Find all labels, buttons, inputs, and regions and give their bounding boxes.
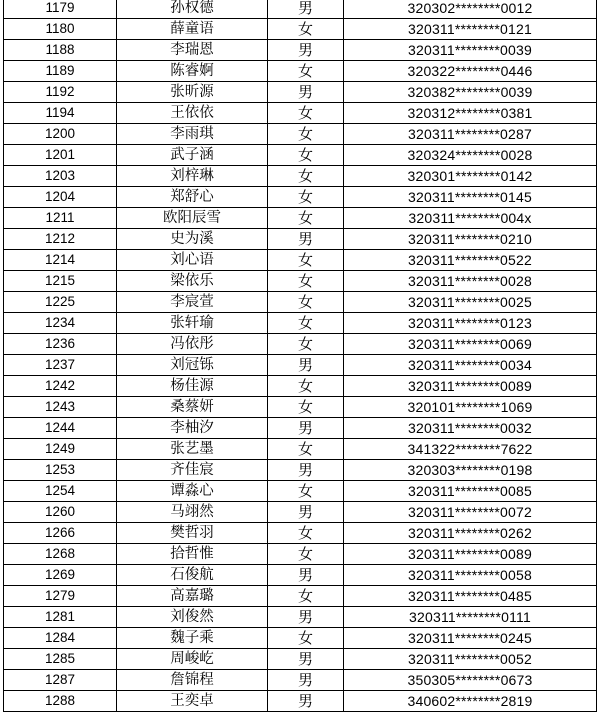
gender-cell: 女 bbox=[268, 145, 344, 166]
id-card-number-cell: 320311********0058 bbox=[344, 565, 597, 586]
student-name-cell: 李宸萱 bbox=[117, 292, 268, 313]
table-row bbox=[4, 187, 597, 208]
student-name-cell: 薛童语 bbox=[117, 19, 268, 40]
student-number-cell: 1236 bbox=[4, 334, 117, 355]
student-name-cell: 杨佳源 bbox=[117, 376, 268, 397]
gender-cell: 男 bbox=[268, 649, 344, 670]
gender-cell: 女 bbox=[268, 103, 344, 124]
table-row bbox=[4, 523, 597, 544]
table-row bbox=[4, 691, 597, 712]
student-number-cell: 1284 bbox=[4, 628, 117, 649]
student-number-cell: 1189 bbox=[4, 61, 117, 82]
id-card-number-cell: 320311********0089 bbox=[344, 376, 597, 397]
gender-cell: 女 bbox=[268, 334, 344, 355]
gender-cell: 女 bbox=[268, 19, 344, 40]
gender-cell: 女 bbox=[268, 187, 344, 208]
student-name-cell: 冯依彤 bbox=[117, 334, 268, 355]
table-row bbox=[4, 271, 597, 292]
student-number-cell: 1281 bbox=[4, 607, 117, 628]
table-row bbox=[4, 250, 597, 271]
student-number-cell: 1287 bbox=[4, 670, 117, 691]
id-card-number-cell: 320312********0381 bbox=[344, 103, 597, 124]
student-name-cell: 李瑞恩 bbox=[117, 40, 268, 61]
student-name-cell: 武子涵 bbox=[117, 145, 268, 166]
table-row bbox=[4, 0, 597, 19]
student-name-cell: 齐佳宸 bbox=[117, 460, 268, 481]
student-number-cell: 1244 bbox=[4, 418, 117, 439]
student-number-cell: 1194 bbox=[4, 103, 117, 124]
table-row bbox=[4, 61, 597, 82]
gender-cell: 女 bbox=[268, 208, 344, 229]
student-name-cell: 王奕卓 bbox=[117, 691, 268, 712]
table-row bbox=[4, 565, 597, 586]
table-row bbox=[4, 103, 597, 124]
gender-cell: 男 bbox=[268, 502, 344, 523]
table-row bbox=[4, 502, 597, 523]
id-card-number-cell: 320311********004x bbox=[344, 208, 597, 229]
id-card-number-cell: 340602********2819 bbox=[344, 691, 597, 712]
gender-cell: 女 bbox=[268, 61, 344, 82]
student-number-cell: 1180 bbox=[4, 19, 117, 40]
table-row bbox=[4, 355, 597, 376]
student-number-cell: 1211 bbox=[4, 208, 117, 229]
id-card-number-cell: 320311********0111 bbox=[344, 607, 597, 628]
gender-cell: 女 bbox=[268, 271, 344, 292]
table-row bbox=[4, 124, 597, 145]
id-card-number-cell: 320301********0142 bbox=[344, 166, 597, 187]
gender-cell: 女 bbox=[268, 397, 344, 418]
student-name-cell: 李雨琪 bbox=[117, 124, 268, 145]
table-row bbox=[4, 586, 597, 607]
student-number-cell: 1254 bbox=[4, 481, 117, 502]
table-row bbox=[4, 607, 597, 628]
id-card-number-cell: 320303********0198 bbox=[344, 460, 597, 481]
student-number-cell: 1188 bbox=[4, 40, 117, 61]
id-card-number-cell: 320311********0089 bbox=[344, 544, 597, 565]
gender-cell: 男 bbox=[268, 418, 344, 439]
id-card-number-cell: 320324********0028 bbox=[344, 145, 597, 166]
student-name-cell: 孙权德 bbox=[117, 0, 268, 19]
gender-cell: 男 bbox=[268, 565, 344, 586]
student-name-cell: 石俊航 bbox=[117, 565, 268, 586]
gender-cell: 男 bbox=[268, 607, 344, 628]
student-name-cell: 刘梓琳 bbox=[117, 166, 268, 187]
table-row bbox=[4, 460, 597, 481]
student-name-cell: 郑舒心 bbox=[117, 187, 268, 208]
student-number-cell: 1234 bbox=[4, 313, 117, 334]
id-card-number-cell: 320311********0287 bbox=[344, 124, 597, 145]
student-name-cell: 陈睿婀 bbox=[117, 61, 268, 82]
table-row bbox=[4, 418, 597, 439]
student-number-cell: 1192 bbox=[4, 82, 117, 103]
table-row bbox=[4, 334, 597, 355]
gender-cell: 女 bbox=[268, 523, 344, 544]
gender-cell: 女 bbox=[268, 544, 344, 565]
id-card-number-cell: 320311********0121 bbox=[344, 19, 597, 40]
student-name-cell: 詹锦程 bbox=[117, 670, 268, 691]
gender-cell: 女 bbox=[268, 292, 344, 313]
student-number-cell: 1201 bbox=[4, 145, 117, 166]
student-name-cell: 王依依 bbox=[117, 103, 268, 124]
id-card-number-cell: 320311********0032 bbox=[344, 418, 597, 439]
table-row bbox=[4, 229, 597, 250]
table-row bbox=[4, 397, 597, 418]
student-number-cell: 1279 bbox=[4, 586, 117, 607]
student-name-cell: 张轩瑜 bbox=[117, 313, 268, 334]
id-card-number-cell: 320322********0446 bbox=[344, 61, 597, 82]
id-card-number-cell: 320311********0262 bbox=[344, 523, 597, 544]
student-number-cell: 1215 bbox=[4, 271, 117, 292]
gender-cell: 男 bbox=[268, 691, 344, 712]
id-card-number-cell: 320311********0485 bbox=[344, 586, 597, 607]
student-number-cell: 1225 bbox=[4, 292, 117, 313]
student-number-cell: 1266 bbox=[4, 523, 117, 544]
student-number-cell: 1260 bbox=[4, 502, 117, 523]
gender-cell: 男 bbox=[268, 229, 344, 250]
id-card-number-cell: 320311********0072 bbox=[344, 502, 597, 523]
student-name-cell: 马翊然 bbox=[117, 502, 268, 523]
gender-cell: 女 bbox=[268, 481, 344, 502]
id-card-number-cell: 320311********0123 bbox=[344, 313, 597, 334]
id-card-number-cell: 320382********0039 bbox=[344, 82, 597, 103]
table-row bbox=[4, 166, 597, 187]
student-number-cell: 1268 bbox=[4, 544, 117, 565]
table-row bbox=[4, 376, 597, 397]
id-card-number-cell: 320311********0039 bbox=[344, 40, 597, 61]
id-card-number-cell: 320311********0085 bbox=[344, 481, 597, 502]
table-row bbox=[4, 40, 597, 61]
gender-cell: 女 bbox=[268, 124, 344, 145]
gender-cell: 女 bbox=[268, 166, 344, 187]
student-number-cell: 1249 bbox=[4, 439, 117, 460]
gender-cell: 男 bbox=[268, 670, 344, 691]
id-card-number-cell: 320311********0145 bbox=[344, 187, 597, 208]
student-number-cell: 1269 bbox=[4, 565, 117, 586]
table-row bbox=[4, 82, 597, 103]
id-card-number-cell: 320311********0210 bbox=[344, 229, 597, 250]
student-number-cell: 1242 bbox=[4, 376, 117, 397]
id-card-number-cell: 350305********0673 bbox=[344, 670, 597, 691]
table-row bbox=[4, 292, 597, 313]
student-number-cell: 1212 bbox=[4, 229, 117, 250]
student-name-cell: 梁依乐 bbox=[117, 271, 268, 292]
student-name-cell: 樊哲羽 bbox=[117, 523, 268, 544]
student-name-cell: 刘心语 bbox=[117, 250, 268, 271]
gender-cell: 女 bbox=[268, 250, 344, 271]
student-name-cell: 张艺墨 bbox=[117, 439, 268, 460]
student-number-cell: 1200 bbox=[4, 124, 117, 145]
gender-cell: 男 bbox=[268, 40, 344, 61]
student-name-cell: 欧阳辰雪 bbox=[117, 208, 268, 229]
student-name-cell: 史为溪 bbox=[117, 229, 268, 250]
table-row bbox=[4, 19, 597, 40]
id-card-number-cell: 320311********0052 bbox=[344, 649, 597, 670]
id-card-number-cell: 320302********0012 bbox=[344, 0, 597, 19]
student-name-cell: 李柚汐 bbox=[117, 418, 268, 439]
student-name-cell: 周峻屹 bbox=[117, 649, 268, 670]
id-card-number-cell: 320101********1069 bbox=[344, 397, 597, 418]
student-number-cell: 1203 bbox=[4, 166, 117, 187]
gender-cell: 男 bbox=[268, 460, 344, 481]
student-number-cell: 1214 bbox=[4, 250, 117, 271]
student-number-cell: 1179 bbox=[4, 0, 117, 19]
student-name-cell: 桑蔡妍 bbox=[117, 397, 268, 418]
student-name-cell: 刘俊然 bbox=[117, 607, 268, 628]
table-row bbox=[4, 145, 597, 166]
id-card-number-cell: 320311********0069 bbox=[344, 334, 597, 355]
gender-cell: 男 bbox=[268, 82, 344, 103]
id-card-number-cell: 320311********0034 bbox=[344, 355, 597, 376]
gender-cell: 男 bbox=[268, 0, 344, 19]
student-number-cell: 1288 bbox=[4, 691, 117, 712]
roster-table bbox=[3, 0, 597, 712]
gender-cell: 女 bbox=[268, 586, 344, 607]
student-name-cell: 谭淼心 bbox=[117, 481, 268, 502]
gender-cell: 女 bbox=[268, 376, 344, 397]
student-number-cell: 1253 bbox=[4, 460, 117, 481]
table-row bbox=[4, 628, 597, 649]
student-number-cell: 1204 bbox=[4, 187, 117, 208]
table-row bbox=[4, 313, 597, 334]
table-row bbox=[4, 481, 597, 502]
table-row bbox=[4, 649, 597, 670]
student-name-cell: 刘冠铄 bbox=[117, 355, 268, 376]
id-card-number-cell: 341322********7622 bbox=[344, 439, 597, 460]
gender-cell: 女 bbox=[268, 628, 344, 649]
table-row bbox=[4, 670, 597, 691]
id-card-number-cell: 320311********0025 bbox=[344, 292, 597, 313]
student-number-cell: 1285 bbox=[4, 649, 117, 670]
gender-cell: 男 bbox=[268, 355, 344, 376]
table-row bbox=[4, 544, 597, 565]
table-row bbox=[4, 439, 597, 460]
gender-cell: 女 bbox=[268, 439, 344, 460]
student-name-cell: 拾哲惟 bbox=[117, 544, 268, 565]
roster-body bbox=[4, 0, 597, 712]
id-card-number-cell: 320311********0245 bbox=[344, 628, 597, 649]
id-card-number-cell: 320311********0522 bbox=[344, 250, 597, 271]
table-row bbox=[4, 208, 597, 229]
student-number-cell: 1237 bbox=[4, 355, 117, 376]
student-name-cell: 高嘉璐 bbox=[117, 586, 268, 607]
student-name-cell: 张昕源 bbox=[117, 82, 268, 103]
student-name-cell: 魏子乘 bbox=[117, 628, 268, 649]
gender-cell: 女 bbox=[268, 313, 344, 334]
id-card-number-cell: 320311********0028 bbox=[344, 271, 597, 292]
student-number-cell: 1243 bbox=[4, 397, 117, 418]
